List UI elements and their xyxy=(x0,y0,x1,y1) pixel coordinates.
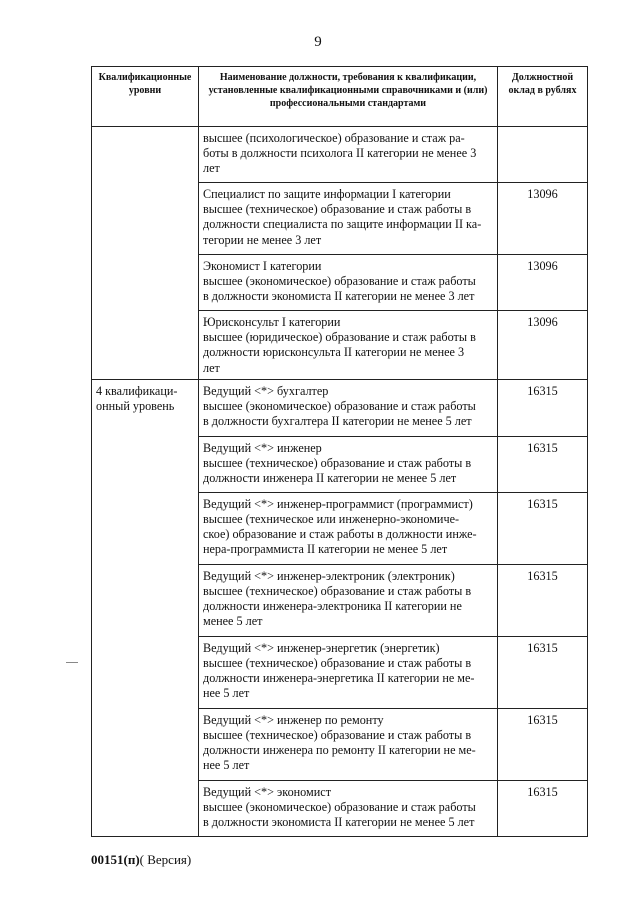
level-label-line: онный уровень xyxy=(96,399,175,414)
description-line: высшее (экономическое) образование и стаж работы xyxy=(203,274,476,289)
description-line: в должности экономиста II категории не менее 3 лет xyxy=(203,289,475,304)
page-number: 9 xyxy=(314,34,322,50)
position-description xyxy=(199,311,498,380)
salary-value: 16315 xyxy=(498,492,588,564)
description-line: нее 5 лет xyxy=(203,686,250,701)
margin-mark xyxy=(66,662,78,663)
level-cell xyxy=(92,379,199,836)
position-description xyxy=(199,127,498,183)
table-header-row xyxy=(92,67,588,127)
description-line: Ведущий <*> инженер-энергетик (энергетик) xyxy=(203,640,440,655)
position-description xyxy=(199,708,498,780)
description-line: ское) образование и стаж работы в должности инже- xyxy=(203,527,477,542)
description-line: Специалист по защите информации I категории xyxy=(203,187,451,201)
description-line: высшее (техническое) образование и стаж работы в xyxy=(203,656,472,671)
qualification-table xyxy=(91,66,588,837)
description-line: Ведущий <*> инженер-программист (программист) xyxy=(203,496,473,511)
description-line: должности инженера по ремонту II категории не ме- xyxy=(203,743,476,758)
header-position-requirements: Наименование должности, требования к квалификации, установленные квалификационными справочниками и (или) профессиональными стандартами xyxy=(199,67,498,127)
description-line: должности инженера II категории не менее 5 лет xyxy=(203,471,457,486)
description-line: высшее (техническое) образование и стаж работы в xyxy=(203,202,472,217)
description-line: лет xyxy=(203,360,220,375)
description-line: высшее (экономическое) образование и стаж работы xyxy=(203,800,476,815)
description-line: менее 5 лет xyxy=(203,614,263,629)
description-line: нее 5 лет xyxy=(203,758,250,773)
level-label-line: 4 квалификаци- xyxy=(96,383,178,398)
salary-value: 16315 xyxy=(498,780,588,836)
description-line: в должности экономиста II категории не менее 5 лет xyxy=(203,815,475,830)
position-description xyxy=(199,436,498,492)
salary-value xyxy=(498,127,588,183)
table-row xyxy=(92,379,588,436)
description-line: Ведущий <*> экономист xyxy=(203,784,332,799)
description-line: в должности бухгалтера II категории не менее 5 лет xyxy=(203,414,472,429)
position-description xyxy=(199,379,498,436)
position-description xyxy=(199,492,498,564)
document-version: ( Версия) xyxy=(139,852,192,867)
description-line: должности инженера-электроника II категории не xyxy=(203,599,462,614)
description-line: Ведущий <*> инженер-электроник (электроник) xyxy=(203,568,455,583)
salary-value: 13096 xyxy=(498,311,588,380)
position-description xyxy=(199,255,498,311)
salary-value: 16315 xyxy=(498,708,588,780)
position-description xyxy=(199,183,498,255)
document-code: 00151(п) xyxy=(91,852,140,867)
salary-value: 16315 xyxy=(498,636,588,708)
salary-value: 13096 xyxy=(498,183,588,255)
description-line: Юрисконсульт I категории xyxy=(203,315,341,329)
description-line: Ведущий <*> инженер xyxy=(203,440,322,455)
description-line: должности инженера-энергетика II категории не ме- xyxy=(203,671,475,686)
description-line: высшее (техническое) образование и стаж работы в xyxy=(203,728,472,743)
salary-value: 16315 xyxy=(498,379,588,436)
description-line: тегории не менее 3 лет xyxy=(203,232,322,247)
description-line: высшее (юридическое) образование и стаж работы в xyxy=(203,330,476,345)
description-line: высшее (техническое) образование и стаж работы в xyxy=(203,456,472,471)
description-line: должности специалиста по защите информации II ка- xyxy=(203,217,482,232)
header-qualification-levels: Квалификационные уровни xyxy=(92,67,199,127)
description-line: высшее (психологическое) образование и стаж ра- xyxy=(203,131,465,145)
description-line: Ведущий <*> инженер по ремонту xyxy=(203,712,384,727)
level-cell-continued xyxy=(92,127,199,380)
description-line: лет xyxy=(203,161,220,176)
salary-value: 16315 xyxy=(498,564,588,636)
position-description xyxy=(199,564,498,636)
position-description xyxy=(199,636,498,708)
description-line: высшее (техническое или инженерно-экономиче- xyxy=(203,512,460,527)
description-line: Ведущий <*> бухгалтер xyxy=(203,383,329,398)
description-line: высшее (техническое) образование и стаж работы в xyxy=(203,584,472,599)
table-row xyxy=(92,127,588,183)
position-description xyxy=(199,780,498,836)
salary-value: 13096 xyxy=(498,255,588,311)
description-line: нера-программиста II категории не менее 5 лет xyxy=(203,542,448,557)
salary-value: 16315 xyxy=(498,436,588,492)
description-line: высшее (экономическое) образование и стаж работы xyxy=(203,399,476,414)
header-salary: Должностной оклад в рублях xyxy=(498,67,588,127)
description-line: боты в должности психолога II категории не менее 3 xyxy=(203,146,477,161)
description-line: должности юрисконсульта II категории не менее 3 xyxy=(203,345,465,360)
document-footer xyxy=(91,852,191,868)
description-line: Экономист I категории xyxy=(203,259,322,273)
